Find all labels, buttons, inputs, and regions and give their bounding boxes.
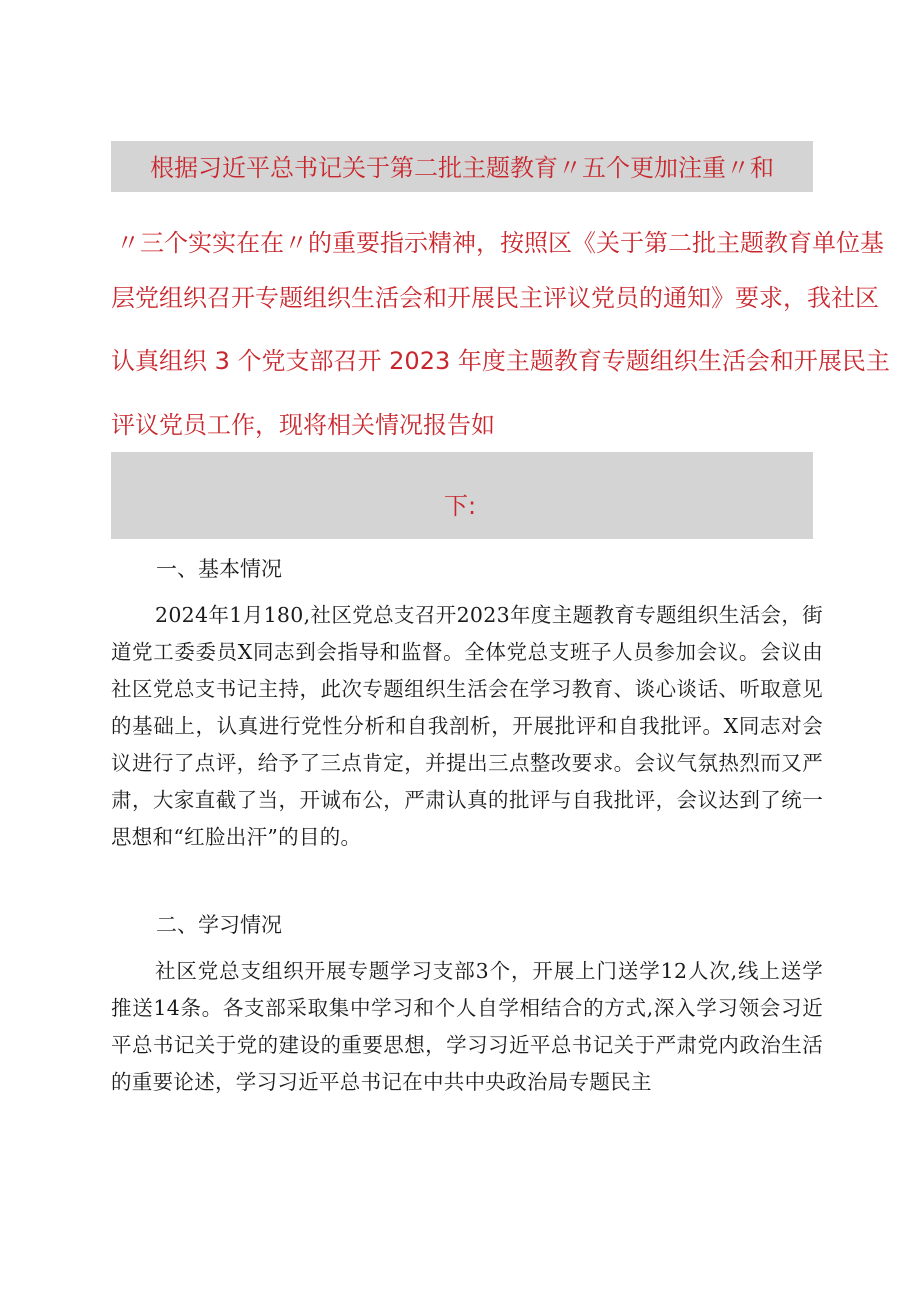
section-body-study (111, 953, 823, 1101)
intro-line-4: 认真组织 3 个党支部召开 2023 年度主题教育专题组织生活会和开展民主 (111, 347, 890, 375)
paragraph-study: 社区党总支组织开展专题学习支部3个，开展上门送学12人次,线上送学推送14条。各支部采取集中学习和个人自学相结合的方式,深入学习领会习近平总书记关于党的建设的重要思想，学习习近平总书记关于严肃党内政治生活的重要论述，学习习近平总书记在中共中央政治局专题民主 (111, 959, 823, 1094)
section-heading-basic: 一、基本情况 (156, 557, 282, 581)
section-heading-study: 二、学习情况 (156, 913, 282, 937)
intro-line-5: 评议党员工作，现将相关情况报告如 (111, 411, 495, 439)
paragraph-basic: 2024年1月180,社区党总支召开2023年度主题教育专题组织生活会，街道党工委委员X同志到会指导和监督。全体党总支班子人员参加会议。会议由社区党总支书记主持，此次专题组织生活会在学习教育、谈心谈话、听取意见的基础上，认真进行党性分析和自我剖析，开展批评和自我批评。X同志对会议进行了点评，给予了三点肯定，并提出三点整改要求。会议气氛热烈而又严肃，大家直截了当，开诚布公，严肃认真的批评与自我批评，会议达到了统一思想和“红脸出汗”的目的。 (111, 603, 823, 849)
intro-line-3: 层党组织召开专题组织生活会和开展民主评议党员的通知》要求，我社区 (111, 284, 879, 312)
intro-line-1: 根据习近平总书记关于第二批主题教育〃五个更加注重〃和 (150, 154, 774, 182)
intro-line-2: 〃三个实实在在〃的重要指示精神，按照区《关于第二批主题教育单位基 (116, 229, 884, 257)
intro-line-6: 下: (443, 492, 477, 520)
section-body-basic (111, 597, 823, 856)
